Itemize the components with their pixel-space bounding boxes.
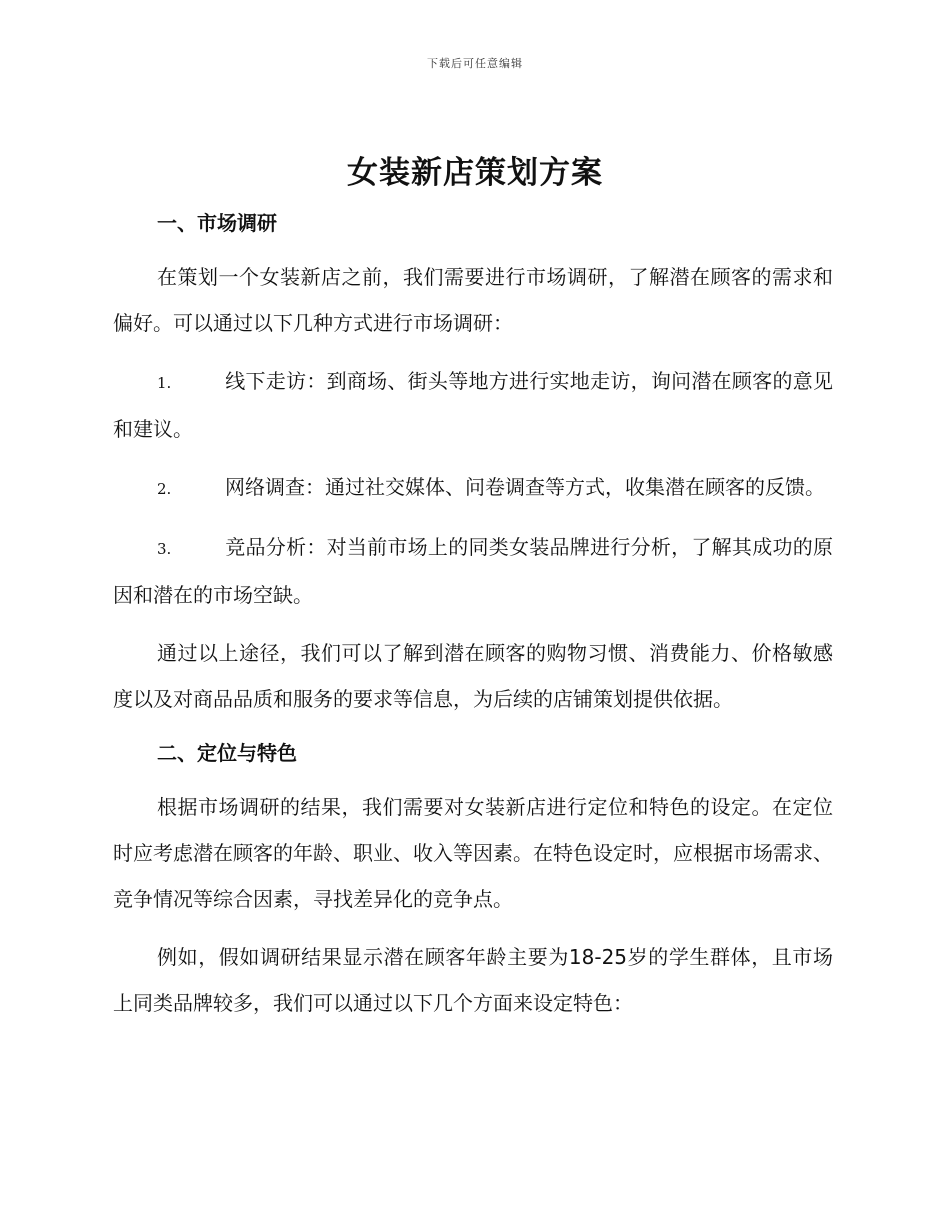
document-title: 女装新店策划方案 <box>347 155 603 191</box>
list-number: 1. <box>157 374 172 392</box>
list-number: 2. <box>157 480 172 498</box>
market-research-conclusion: 通过以上途径，我们可以了解到潜在顾客的购物习惯、消费能力、价格敏感度以及对商品品质和服务的要求等信息，为后续的店铺策划提供依据。 <box>113 641 833 711</box>
document-body <box>113 204 833 1026</box>
list-item-text: 线下走访：到商场、街头等地方进行实地走访，询问潜在顾客的意见和建议。 <box>113 369 833 441</box>
list-item <box>113 358 833 452</box>
list-item <box>113 464 833 512</box>
section-heading-market-research: 一、市场调研 <box>157 211 277 235</box>
header-note: 下载后可任意编辑 <box>427 57 523 70</box>
section-heading-positioning: 二、定位与特色 <box>157 741 297 765</box>
list-item <box>113 524 833 618</box>
market-research-intro: 在策划一个女装新店之前，我们需要进行市场调研，了解潜在顾客的需求和偏好。可以通过以下几种方式进行市场调研： <box>113 265 833 335</box>
list-item-text: 网络调查：通过社交媒体、问卷调查等方式，收集潜在顾客的反馈。 <box>225 475 825 499</box>
list-number: 3. <box>157 540 172 558</box>
positioning-paragraph: 根据市场调研的结果，我们需要对女装新店进行定位和特色的设定。在定位时应考虑潜在顾客的年龄、职业、收入等因素。在特色设定时，应根据市场需求、竞争情况等综合因素，寻找差异化的竞争点。 <box>113 795 833 911</box>
list-item-text: 竞品分析：对当前市场上的同类女装品牌进行分析，了解其成功的原因和潜在的市场空缺。 <box>113 535 833 607</box>
positioning-example-paragraph: 例如，假如调研结果显示潜在顾客年龄主要为18-25岁的学生群体，且市场上同类品牌较多，我们可以通过以下几个方面来设定特色： <box>113 945 833 1015</box>
